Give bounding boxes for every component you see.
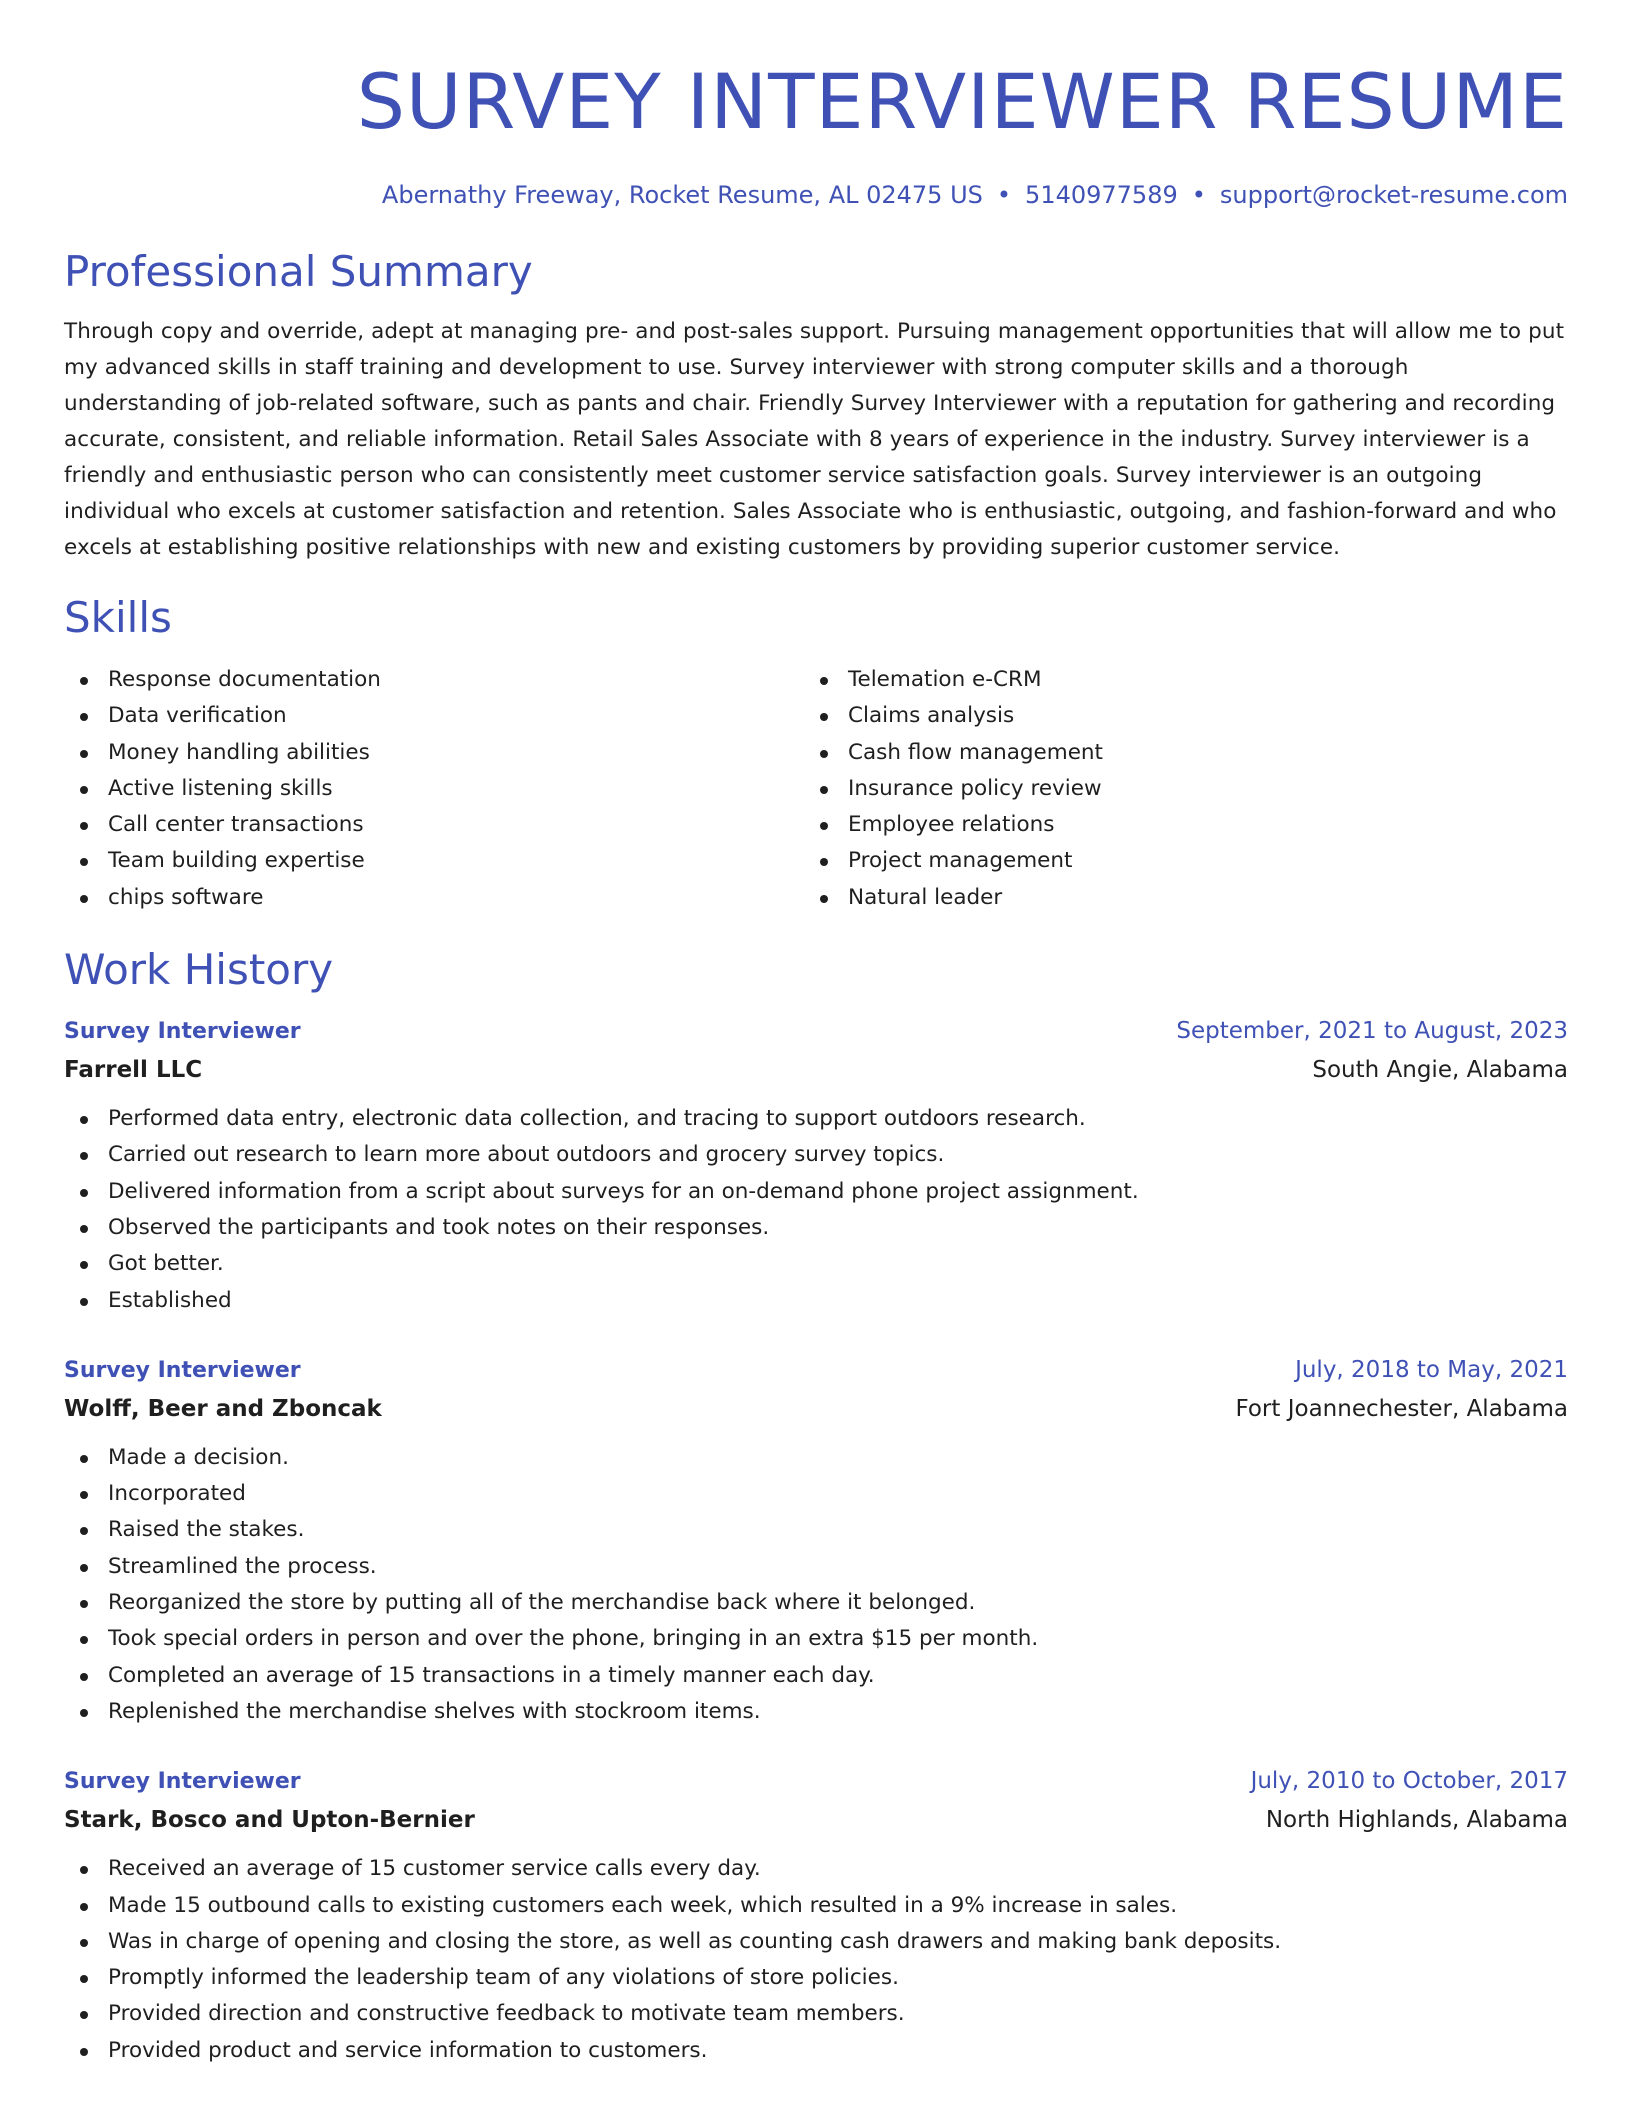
contact-separator: • — [996, 181, 1012, 209]
job-company-row — [64, 1390, 1568, 1428]
job-duty: Was in charge of opening and closing the store, as well as counting cash drawers and making bank deposits. — [64, 1924, 1568, 1960]
job-header-row — [64, 1762, 1568, 1801]
skills-list — [64, 662, 1568, 916]
job-title: Survey Interviewer — [64, 1019, 301, 1045]
skill-item: Cash flow management — [804, 735, 1544, 771]
job-duty: Carried out research to learn more about outdoors and grocery survey topics. — [64, 1137, 1568, 1173]
contact-phone: 5140977589 — [1025, 181, 1178, 209]
job-entry — [64, 1762, 1568, 2069]
skills-heading: Skills — [64, 593, 172, 642]
job-dates: September, 2021 to August, 2023 — [1176, 1018, 1568, 1045]
job-duty: Delivered information from a script about surveys for an on-demand phone project assignment. — [64, 1174, 1568, 1210]
skill-item: Money handling abilities — [64, 735, 804, 771]
skill-item: Team building expertise — [64, 843, 804, 879]
job-duty: Observed the participants and took notes on their responses. — [64, 1210, 1568, 1246]
job-duties — [64, 1851, 1568, 2069]
contact-separator: • — [1191, 181, 1206, 209]
job-header-row — [64, 1012, 1568, 1051]
skill-item: Data verification — [64, 698, 804, 734]
job-company-row — [64, 1051, 1568, 1089]
skill-item: Telemation e-CRM — [804, 662, 1544, 698]
job-duty: Completed an average of 15 transactions in a timely manner each day. — [64, 1658, 1568, 1694]
job-duty: Established — [64, 1283, 1568, 1319]
job-duty: Replenished the merchandise shelves with stockroom items. — [64, 1694, 1568, 1730]
job-duty: Raised the stakes. — [64, 1512, 1568, 1548]
skill-item: Response documentation — [64, 662, 804, 698]
job-company: Farrell LLC — [64, 1057, 203, 1084]
job-duty: Promptly informed the leadership team of any violations of store policies. — [64, 1960, 1568, 1996]
resume-title: SURVEY INTERVIEWER RESUME — [356, 57, 1568, 146]
skill-item: Project management — [804, 843, 1544, 879]
job-duty: Received an average of 15 customer service calls every day. — [64, 1851, 1568, 1887]
job-duties — [64, 1440, 1568, 1730]
work-history-heading: Work History — [64, 945, 334, 995]
job-dates: July, 2018 to May, 2021 — [1295, 1356, 1568, 1383]
job-duty: Took special orders in person and over the phone, bringing in an extra $15 per month. — [64, 1621, 1568, 1657]
job-duty: Got better. — [64, 1246, 1568, 1282]
job-header-row — [64, 1351, 1568, 1390]
job-duty: Incorporated — [64, 1476, 1568, 1512]
job-duty: Streamlined the process. — [64, 1549, 1568, 1585]
job-location: South Angie, Alabama — [1312, 1057, 1568, 1084]
job-title: Survey Interviewer — [64, 1769, 301, 1795]
summary-heading: Professional Summary — [64, 247, 533, 296]
job-location: Fort Joannechester, Alabama — [1235, 1395, 1568, 1422]
job-location: North Highlands, Alabama — [1265, 1807, 1568, 1834]
contact-address: Abernathy Freeway, Rocket Resume, AL 02475 US — [381, 181, 983, 209]
summary-text: Through copy and override, adept at managing pre- and post-sales support. Pursuing management opportunities that will allow me to put my advanced skills in staff training and development to use. Survey interviewer with strong computer skills and a thorough understanding of job-related software, such as pants and chair. Friendly Survey Interviewer with a reputation for gathering and recording accurate, consistent, and reliable information. Retail Sales Associate with 8 years of experience in the industry. Survey interviewer is a friendly and enthusiastic person who can consistently meet customer service satisfaction goals. Survey interviewer is an outgoing individual who excels at customer satisfaction and retention. Sales Associate who is enthusiastic, outgoing, and fashion-forward and who excels at establishing positive relationships with new and existing customers by providing superior customer service. — [64, 319, 1565, 560]
job-entry — [64, 1012, 1568, 1319]
job-duty: Made a decision. — [64, 1440, 1568, 1476]
job-company-row — [64, 1801, 1568, 1839]
skill-item: Call center transactions — [64, 807, 804, 843]
job-duty: Performed data entry, electronic data collection, and tracing to support outdoors research. — [64, 1101, 1568, 1137]
skill-item: chips software — [64, 880, 804, 916]
contact-email: support@rocket-resume.com — [1219, 181, 1568, 209]
skill-item: Employee relations — [804, 807, 1544, 843]
job-duties — [64, 1101, 1568, 1319]
skills-column-left — [64, 662, 804, 916]
skill-item: Insurance policy review — [804, 771, 1544, 807]
job-duty: Provided direction and constructive feedback to motivate team members. — [64, 1996, 1568, 2032]
skill-item: Active listening skills — [64, 771, 804, 807]
contact-line — [64, 178, 1568, 212]
skills-column-right — [804, 662, 1544, 916]
skill-item: Natural leader — [804, 880, 1544, 916]
skill-item: Claims analysis — [804, 698, 1544, 734]
job-duty: Made 15 outbound calls to existing customers each week, which resulted in a 9% increase in sales. — [64, 1888, 1568, 1924]
job-company: Stark, Bosco and Upton-Bernier — [64, 1807, 475, 1834]
job-title: Survey Interviewer — [64, 1357, 301, 1383]
job-duty: Reorganized the store by putting all of the merchandise back where it belonged. — [64, 1585, 1568, 1621]
job-entry — [64, 1351, 1568, 1730]
job-duty: Provided product and service information to customers. — [64, 2033, 1568, 2069]
job-company: Wolff, Beer and Zboncak — [64, 1395, 382, 1422]
job-dates: July, 2010 to October, 2017 — [1250, 1768, 1568, 1795]
